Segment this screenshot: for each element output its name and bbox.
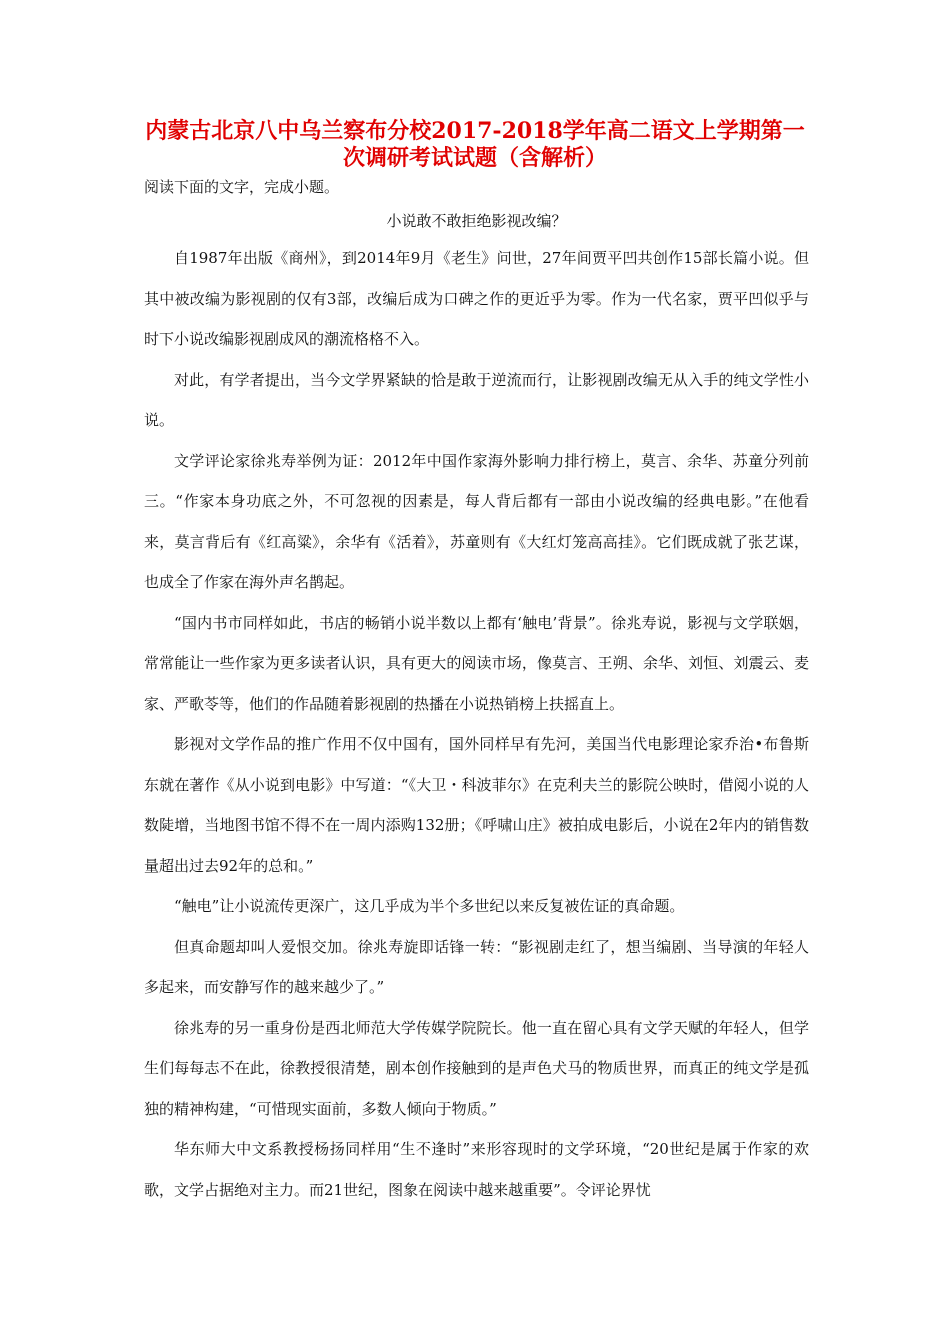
- document-body: [144, 172, 809, 1210]
- paragraph: 但真命题却叫人爱恨交加。徐兆寿旋即话锋一转：“影视剧走红了，想当编剧、当导演的年轻人多起来，而安静写作的越来越少了。”: [144, 937, 809, 996]
- document-title: 内蒙古北京八中乌兰察布分校2017-2018学年高二语文上学期第一次调研考试试题（含解析）: [145, 118, 805, 171]
- paragraph: 自1987年出版《商州》，到2014年9月《老生》问世，27年间贾平凹共创作15部长篇小说。但其中被改编为影视剧的仅有3部，改编后成为口碑之作的更近乎为零。作为一代名家，贾平凹似乎与时下小说改编影视剧成风的潮流格格不入。: [144, 249, 809, 348]
- paragraph: 徐兆寿的另一重身份是西北师范大学传媒学院院长。他一直在留心具有文学天赋的年轻人，但学生们每每志不在此，徐教授很清楚，剧本创作接触到的是声色犬马的物质世界，而真正的纯文学是孤独的精神构建，“可惜现实面前，多数人倾向于物质。”: [144, 1018, 809, 1118]
- reading-instruction: 阅读下面的文字，完成小题。: [144, 178, 340, 196]
- paragraph: 华东师大中文系教授杨扬同样用“生不逢时”来形容现时的文学环境，“20世纪是属于作家的欢歌，文学占据绝对主力。而21世纪，图象在阅读中越来越重要”。令评论界忧: [144, 1140, 809, 1199]
- paragraph: 影视对文学作品的推广作用不仅中国有，国外同样早有先河，美国当代电影理论家乔治•布鲁斯东就在著作《从小说到电影》中写道：“《大卫・科波菲尔》在克利夫兰的影院公映时，借阅小说的人数陡增，当地图书馆不得不在一周内添购132册；《呼啸山庄》被拍成电影后，小说在2年内的销售数量超出过去92年的总和。”: [144, 735, 809, 875]
- paragraph: 对此，有学者提出，当今文学界紧缺的恰是敢于逆流而行，让影视剧改编无从入手的纯文学性小说。: [144, 370, 809, 429]
- article-title: 小说敢不敢拒绝影视改编？: [386, 212, 567, 230]
- paragraph: “国内书市同样如此，书店的畅销小说半数以上都有‘触电’背景”。徐兆寿说，影视与文学联姻，常常能让一些作家为更多读者认识，具有更大的阅读市场，像莫言、王朔、余华、刘恒、刘震云、麦家、严歌苓等，他们的作品随着影视剧的热播在小说热销榜上扶摇直上。: [144, 613, 809, 713]
- paragraph: 文学评论家徐兆寿举例为证：2012年中国作家海外影响力排行榜上，莫言、余华、苏童分列前三。“作家本身功底之外，不可忽视的因素是，每人背后都有一部由小说改编的经典电影。”在他看来，莫言背后有《红高粱》，余华有《活着》，苏童则有《大红灯笼高高挂》。它们既成就了张艺谋，也成全了作家在海外声名鹊起。: [144, 451, 809, 591]
- paragraph: “触电”让小说流传更深广，这几乎成为半个多世纪以来反复被佐证的真命题。: [174, 897, 685, 915]
